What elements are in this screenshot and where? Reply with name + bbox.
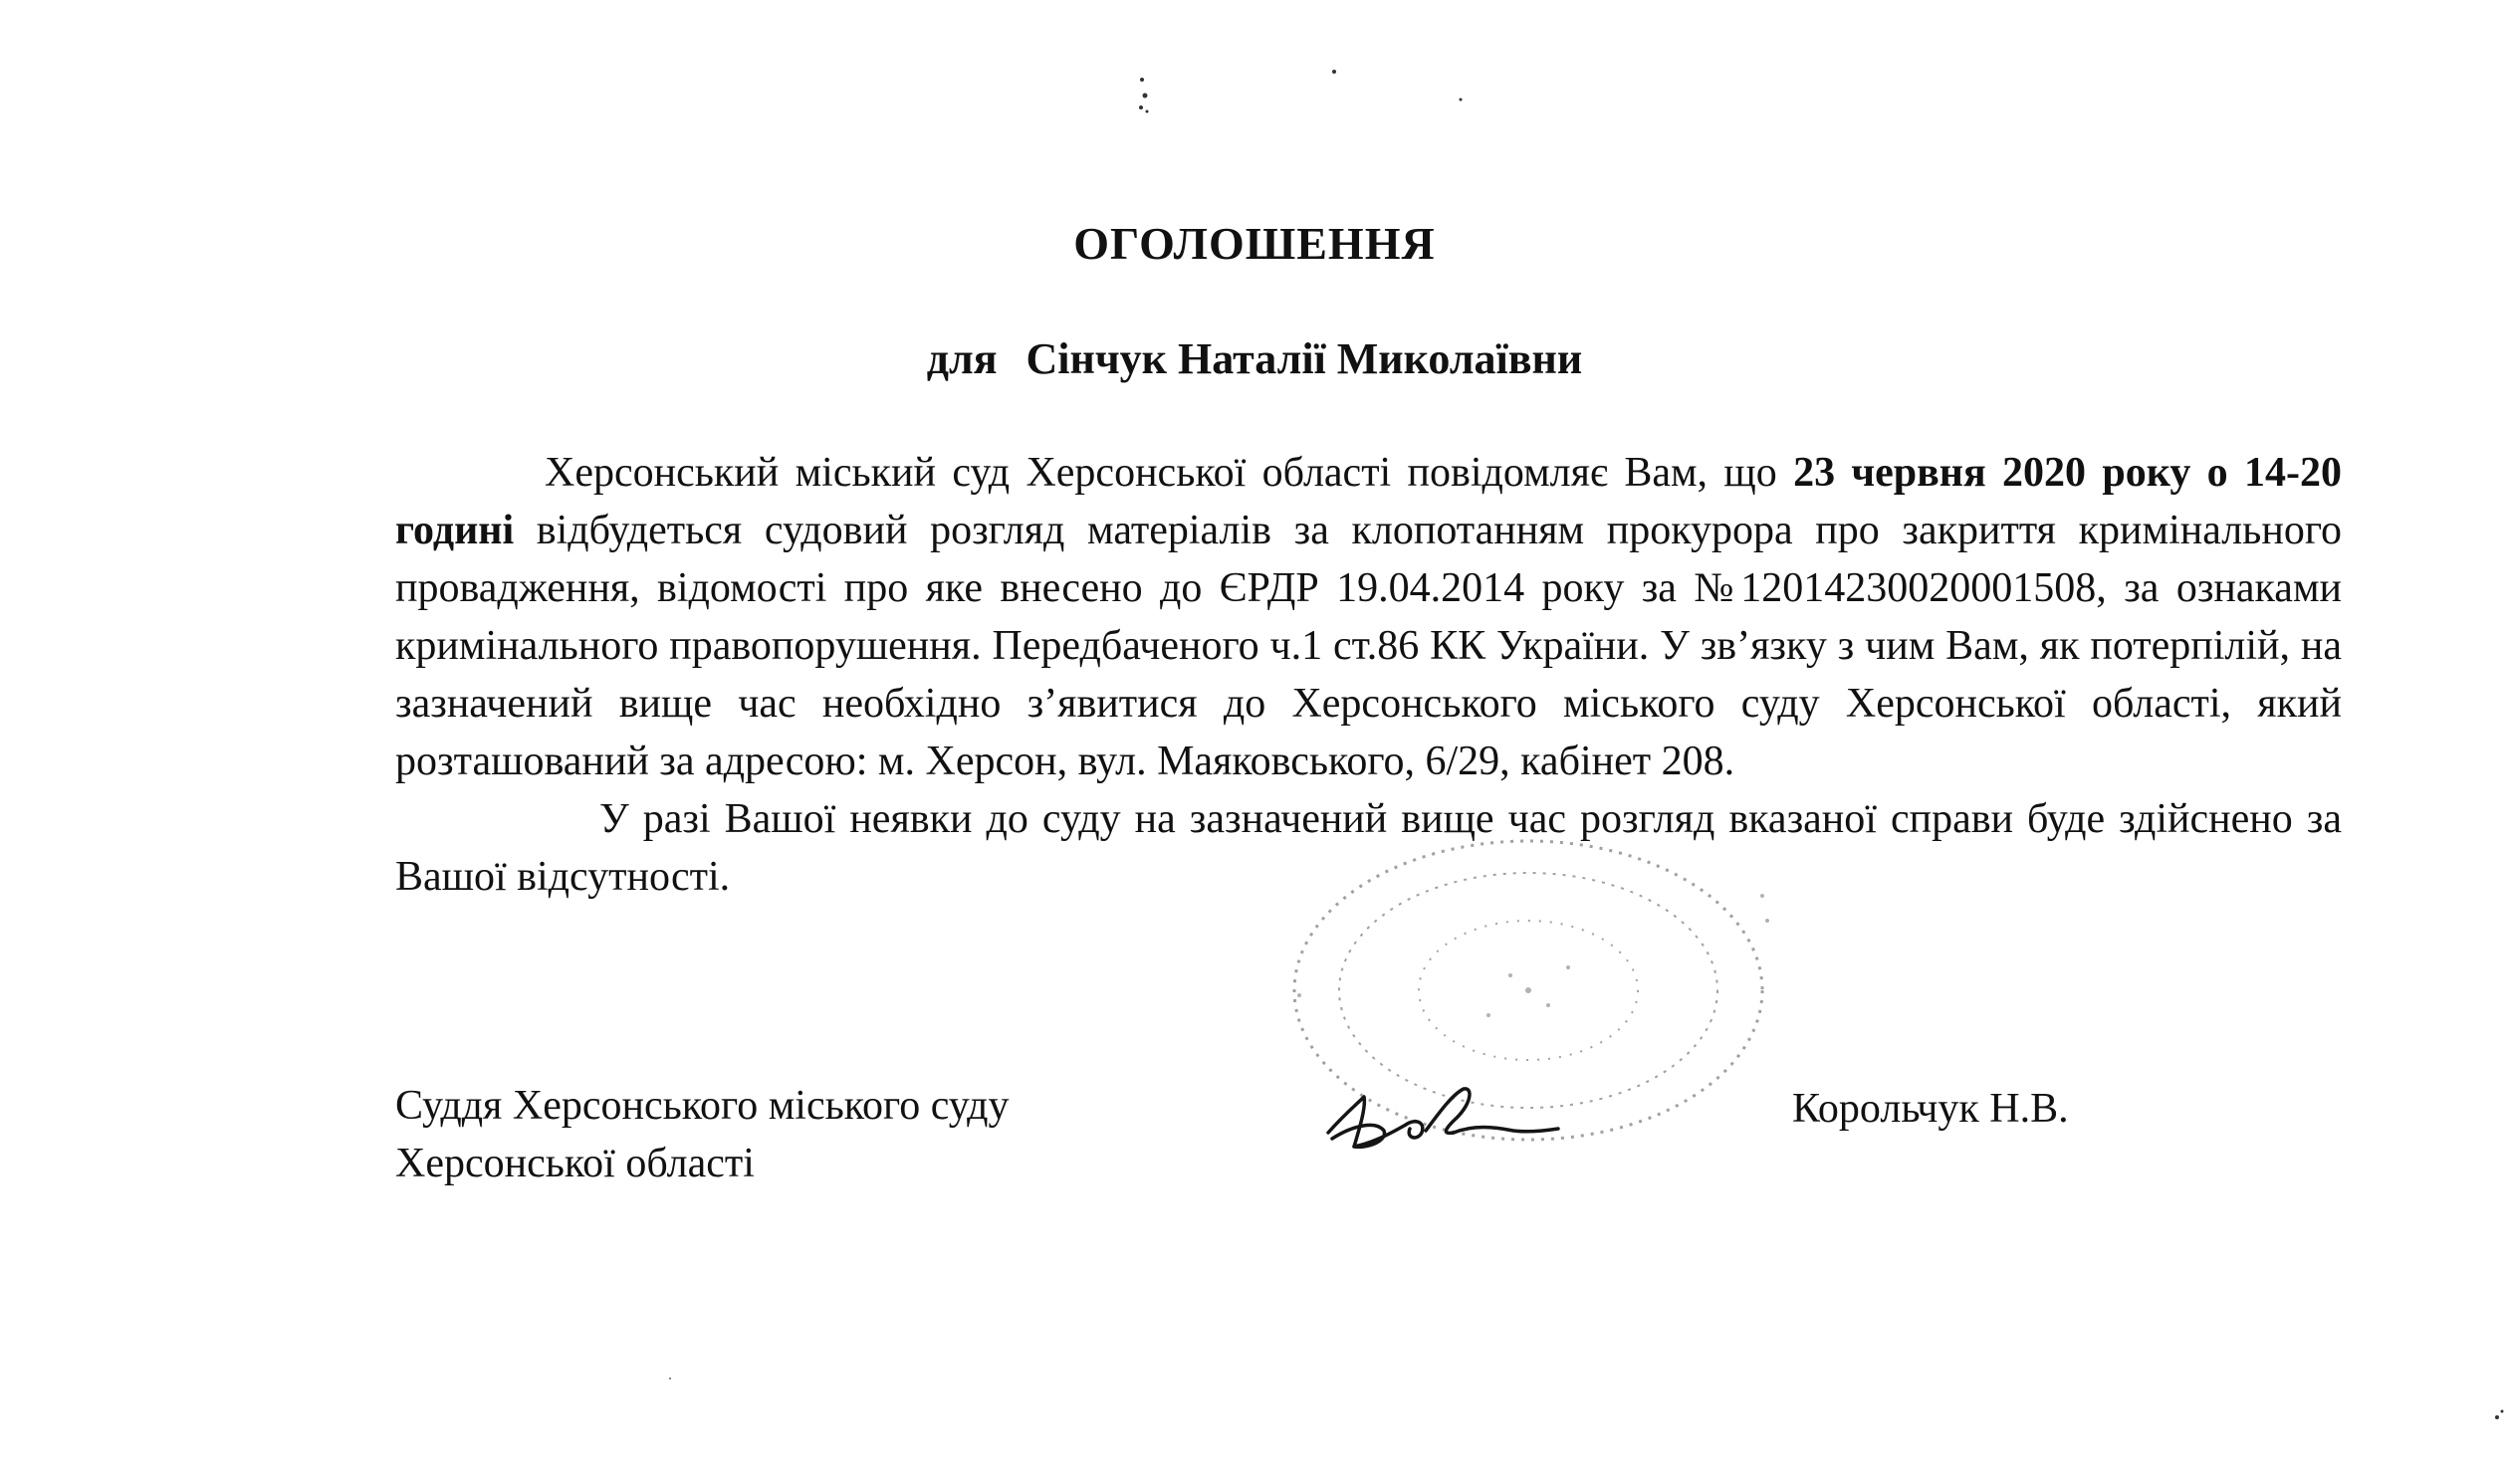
notice-text-intro: Херсонський міський суд Херсонської області повідомляє Вам, що <box>545 450 1794 496</box>
addressee-prefix: для <box>926 334 998 383</box>
announcement-title: ОГОЛОШЕННЯ <box>1073 218 1436 269</box>
judge-position-line1: Суддя Херсонського міського суду <box>395 1083 1010 1129</box>
judge-name: Корольчук Н.В. <box>1792 1086 2069 1132</box>
judge-position-line2: Херсонської області <box>395 1141 755 1186</box>
judge-signature-icon <box>1314 1075 1573 1165</box>
addressee-line <box>0 333 2509 384</box>
notice-paragraph-main <box>395 444 2342 790</box>
judge-position <box>395 1077 1010 1192</box>
notice-paragraph-absence: У разі Вашої неявки до суду на зазначений вище час розгляд вказаної справи буде здійснено за Вашої відсутності. <box>395 796 2342 900</box>
hearing-datetime: 23 червня 2020 року о 14-20 годині <box>395 450 2342 553</box>
addressee-name: Сінчук Наталії Миколаївни <box>1026 334 1583 383</box>
notice-text-details: відбудеться судовий розгляд матеріалів за клопотанням прокурора про закриття кримінального провадження, відомості про яке внесено до ЄРДР 19.04.2014 року за №12014230020001508, за ознаками кримінального правопорушення. Передбаченого ч.1 ст.86 КК України. У зв’язку з чим Вам, як потерпілій, на зазначений вище час необхідно з’явитися до Херсонського міського суду Херсонської області, який розташований за адресою: м. Херсон, вул. Маяковського, 6/29, кабінет 208. <box>395 508 2342 784</box>
